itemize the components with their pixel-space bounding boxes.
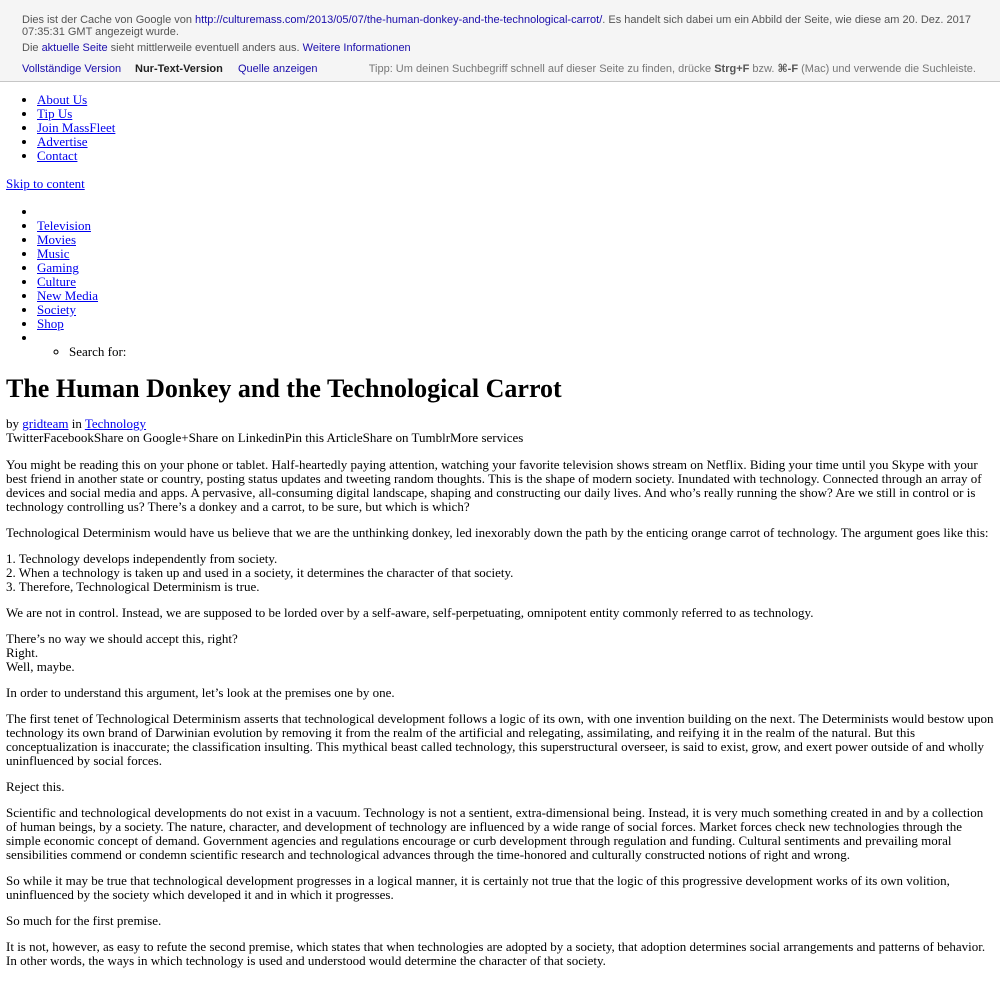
category-nav (0, 205, 1000, 359)
top-link-item (37, 135, 1000, 149)
top-link-item (37, 149, 1000, 163)
search-tip: Tipp: Um deinen Suchbegriff schnell auf dieser Seite zu finden, drücke Strg+F bzw. ⌘-F (Mac) und verwende die Suchleiste. (368, 63, 976, 75)
about-us-link[interactable]: About Us (37, 92, 88, 107)
category-link[interactable]: Technology (84, 416, 147, 431)
top-link-item (37, 107, 1000, 121)
current-page-link[interactable]: aktuelle Seite (41, 42, 108, 54)
category-shop-link[interactable]: Shop (37, 316, 64, 331)
article-paragraph: It is not, however, as easy to refute the second premise, which states that when technologies are adopted by a society, that adoption determines social arrangements and patterns of behavior. In other words, the ways in which technology is used and understood would determine the character of that society. (6, 939, 986, 968)
category-item (37, 317, 1000, 331)
cache-info-line: Dies ist der Cache von Google von http://culturemass.com/2013/05/07/the-human-donkey-and-the-technological-carrot/. Es handelt sich dabei um ein Abbild der Seite, wie diese am 20. Dez. 2017 07:35:31 GMT angezeigt wurde. (22, 14, 972, 38)
cache-info-line-2: Die aktuelle Seite sieht mittlerweile eventuell anders aus. Weitere Informationen (22, 42, 411, 54)
article-title: The Human Donkey and the Technological Carrot (6, 374, 562, 403)
byline: by gridteam in Technology (6, 416, 147, 431)
article-paragraph: We are not in control. Instead, we are supposed to be lorded over by a self-aware, self-perpetuating, omnipotent entity commonly referred to as technology. (6, 605, 814, 620)
top-links-list (0, 93, 1000, 163)
search-item (37, 331, 1000, 359)
cache-version-nav (22, 63, 978, 77)
article-paragraph: You might be reading this on your phone or tablet. Half-heartedly paying attention, watching your favorite television shows stream on Netflix. Biding your time until you Skype with your best friend in another state or country, posting status updates and tweeting random thoughts. This is the shape of modern society. Inundated with technology. Connected through an array of devices and social media and apps. A pervasive, all-consuming digital landscape, shaping and constructing our daily lives. And who’s really running the show? Are we still in control or is technology controlling us? There’s a donkey and a carrot, to be sure, but which is which? (6, 457, 982, 514)
skip-to-content (6, 177, 994, 191)
category-empty-item (37, 205, 1000, 219)
contact-link[interactable]: Contact (37, 148, 78, 163)
top-link-item (37, 93, 1000, 107)
article (0, 374, 1000, 968)
category-movies-link[interactable]: Movies (37, 232, 76, 247)
search-label: ◦ • Search for: (69, 345, 1000, 359)
category-gaming-link[interactable]: Gaming (37, 260, 79, 275)
category-new-media-link[interactable]: New Media (37, 288, 99, 303)
share-services[interactable]: TwitterFacebookShare on Google+Share on LinkedinPin this ArticleShare on TumblrMore services (6, 430, 524, 445)
category-item (37, 247, 1000, 261)
category-item (37, 275, 1000, 289)
cached-url-link[interactable]: http://culturemass.com/2013/05/07/the-human-donkey-and-the-technological-carrot/ (195, 14, 603, 26)
article-paragraph: So while it may be true that technological development progresses in a logical manner, it is certainly not true that the logic of this progressive development works of its own volition, uninfluenced by the society which developed it and in which it progresses. (6, 873, 950, 902)
premise-item: 3. Therefore, Technological Determinism is true. (6, 579, 260, 594)
category-society-link[interactable]: Society (37, 302, 76, 317)
category-item (37, 261, 1000, 275)
category-item (37, 233, 1000, 247)
join-massfleet-link[interactable]: Join MassFleet (37, 120, 116, 135)
author-link[interactable]: gridteam (22, 416, 69, 431)
category-item (37, 289, 1000, 303)
article-paragraph: Reject this. (6, 779, 65, 794)
article-paragraph: So much for the first premise. (6, 913, 162, 928)
premise-item: 1. Technology develops independently from society. (6, 551, 278, 566)
tip-us-link[interactable]: Tip Us (37, 106, 73, 121)
view-source-link[interactable]: Quelle anzeigen (238, 63, 318, 75)
google-cache-banner (0, 0, 1000, 82)
advertise-link[interactable]: Advertise (37, 134, 88, 149)
category-item (37, 219, 1000, 233)
top-link-item (37, 121, 1000, 135)
full-version-link[interactable]: Vollständige Version (22, 63, 122, 75)
category-music-link[interactable]: Music (37, 246, 70, 261)
premise-list (6, 552, 996, 594)
category-culture-link[interactable]: Culture (37, 274, 76, 289)
text-only-version-label: Nur-Text-Version (135, 63, 223, 75)
category-item (37, 303, 1000, 317)
article-paragraph: Scientific and technological developments do not exist in a vacuum. Technology is not a sentient, extra-dimensional being. Instead, it is very much something created in and by a collection of human beings, by a society. The nature, character, and development of technology are influenced by a wide range of social forces. Market forces check new technologies through the simple economic concept of demand. Government agencies and regulations encourage or curb development through regulation and funding. Cultural sentiments and prevailing moral sensibilities commend or condemn scientific research and technological advances through the time-honored and culturally constructed notions of right and wrong. (6, 805, 984, 862)
category-television-link[interactable]: Television (37, 218, 91, 233)
skip-to-content-link[interactable]: Skip to content (6, 176, 85, 191)
article-paragraph: Technological Determinism would have us believe that we are the unthinking donkey, led inexorably down the path by the enticing orange carrot of technology. The argument goes like this: (6, 525, 989, 540)
search-list (37, 345, 1000, 359)
article-paragraph: There’s no way we should accept this, right? Right. Well, maybe. (6, 631, 238, 674)
premise-item: 2. When a technology is taken up and used in a society, it determines the character of that society. (6, 565, 514, 580)
article-paragraph: The first tenet of Technological Determinism asserts that technological development follows a logic of its own, with one invention building on the next. The Determinists would bestow upon technology its own brand of Darwinian evolution by removing it from the realm of the artificial and relegating, assimilating, and reifying it in the realm of the natural. But this conceptualization is inaccurate; the classification insulting. This mythical beast called technology, this superstructural overseer, is said to exist, grow, and exert power outside of and wholly uninfluenced by social forces. (6, 711, 994, 768)
more-info-link[interactable]: Weitere Informationen (302, 42, 411, 54)
article-paragraph: In order to understand this argument, let’s look at the premises one by one. (6, 685, 395, 700)
